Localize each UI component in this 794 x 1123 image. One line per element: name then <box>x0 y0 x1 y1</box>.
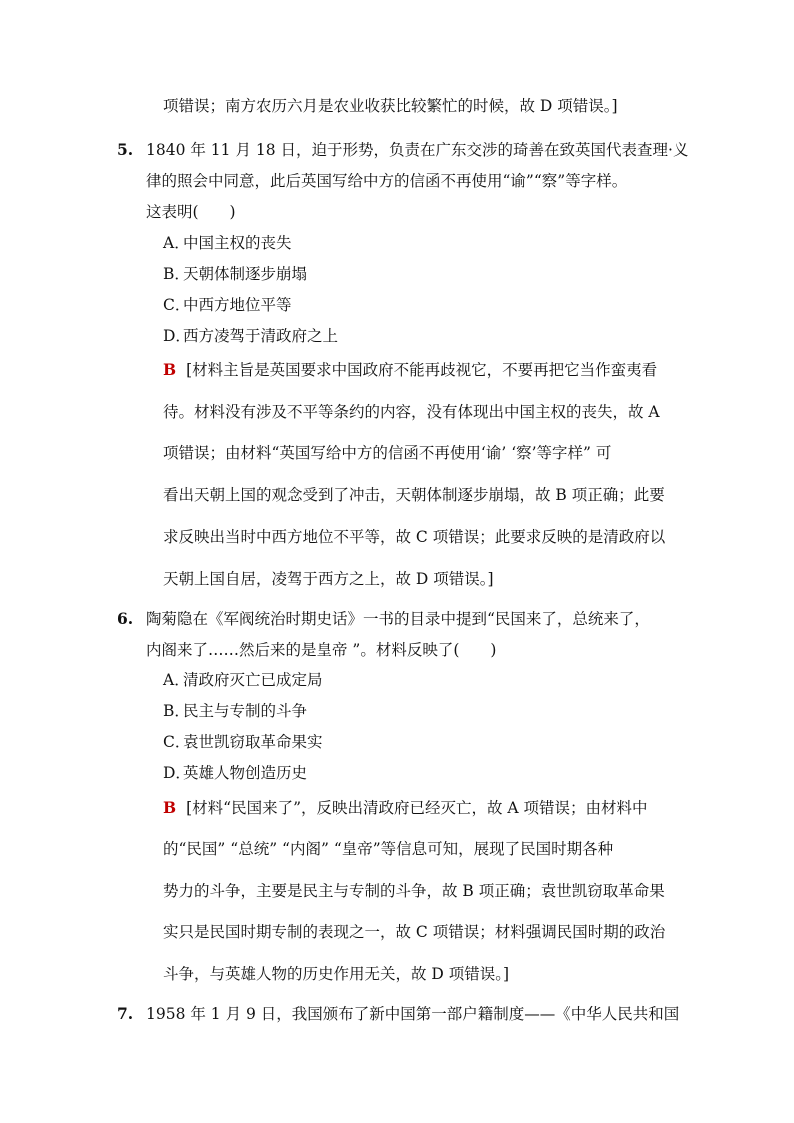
option-label: C． <box>163 296 191 314</box>
answer-letter: B <box>163 360 177 379</box>
question-stem-line: 1840 年 11 月 18 日，迫于形势，负责在广东交涉的琦善在致英国代表查理·义 <box>146 141 689 159</box>
explanation-line: 势力的斗争，主要是民主与专制的斗争，故 B 项正确；袁世凯窃取革命果 <box>163 882 665 900</box>
explanation-line: 的“民国” “总统” “内阁” “皇帝”等信息可知，展现了民国时期各种 <box>163 840 614 858</box>
option-label: C． <box>163 733 191 751</box>
question-stem-line: 1958 年 1 月 9 日，我国颁布了新中国第一部户籍制度——《中华人民共和国 <box>146 1005 680 1023</box>
explanation-line: 求反映出当时中西方地位不平等，故 C 项错误；此要求反映的是清政府以 <box>163 528 666 546</box>
option-label: D． <box>163 327 191 345</box>
option-label: B． <box>163 702 190 720</box>
option-c <box>163 295 292 315</box>
explanation-line: 实只是民国时期专制的表现之一，故 C 项错误；材料强调民国时期的政治 <box>163 923 666 941</box>
option-text: 清政府灭亡已成定局 <box>183 671 323 689</box>
explanation-line: 项错误；由材料“英国写给中方的信函不再使用‘谕’ ‘察’等字样” 可 <box>163 444 612 462</box>
option-text: 民主与专制的斗争 <box>183 702 308 720</box>
question-stem-line: 律的照会中同意，此后英国写给中方的信函不再使用“谕”“察”等字样。 <box>146 172 628 190</box>
option-text: 中西方地位平等 <box>183 296 292 314</box>
answer-letter: B <box>163 798 177 817</box>
option-b <box>163 701 307 721</box>
explanation-text: [材料“民国来了”，反映出清政府已经灭亡，故 A 项错误；由材料中 <box>186 799 648 817</box>
option-text: 天朝体制逐步崩塌 <box>183 265 308 283</box>
option-label: A． <box>163 234 190 252</box>
explanation-text: [材料主旨是英国要求中国政府不能再歧视它，不要再把它当作蛮夷看 <box>186 361 658 379</box>
previous-explanation-tail: 项错误；南方农历六月是农业收获比较繁忙的时候，故 D 项错误。] <box>163 97 618 115</box>
explanation-line: 待。材料没有涉及不平等条约的内容，没有体现出中国主权的丧失，故 A <box>163 403 660 421</box>
option-label: D． <box>163 764 191 782</box>
option-d <box>163 326 338 346</box>
option-d <box>163 763 307 783</box>
question-stem-line: 内阁来了……然后来的是皇帝 ”。材料反映了( ) <box>146 641 497 659</box>
question-number: 7. <box>117 1004 134 1023</box>
question-stem-line: 这表明( ) <box>146 203 236 221</box>
option-label: B． <box>163 265 190 283</box>
option-c <box>163 732 323 752</box>
option-text: 袁世凯窃取革命果实 <box>183 733 323 751</box>
question-number: 6. <box>117 609 134 628</box>
option-a <box>163 233 292 253</box>
option-text: 西方凌驾于清政府之上 <box>183 327 339 345</box>
question-stem-line: 陶菊隐在《军阀统治时期史话》一书的目录中提到“民国来了，总统来了， <box>146 610 650 628</box>
question-number: 5. <box>117 140 134 159</box>
option-label: A． <box>163 671 190 689</box>
explanation-line: 看出天朝上国的观念受到了冲击，天朝体制逐步崩塌，故 B 项正确；此要 <box>163 486 665 504</box>
explanation-line: 斗争，与英雄人物的历史作用无关，故 D 项错误。] <box>163 965 510 983</box>
option-text: 英雄人物创造历史 <box>183 764 308 782</box>
option-text: 中国主权的丧失 <box>183 234 292 252</box>
option-a <box>163 670 323 690</box>
explanation-line <box>163 798 648 818</box>
option-b <box>163 264 307 284</box>
explanation-line: 天朝上国自居，凌驾于西方之上，故 D 项错误。] <box>163 570 494 588</box>
explanation-line <box>163 360 657 380</box>
